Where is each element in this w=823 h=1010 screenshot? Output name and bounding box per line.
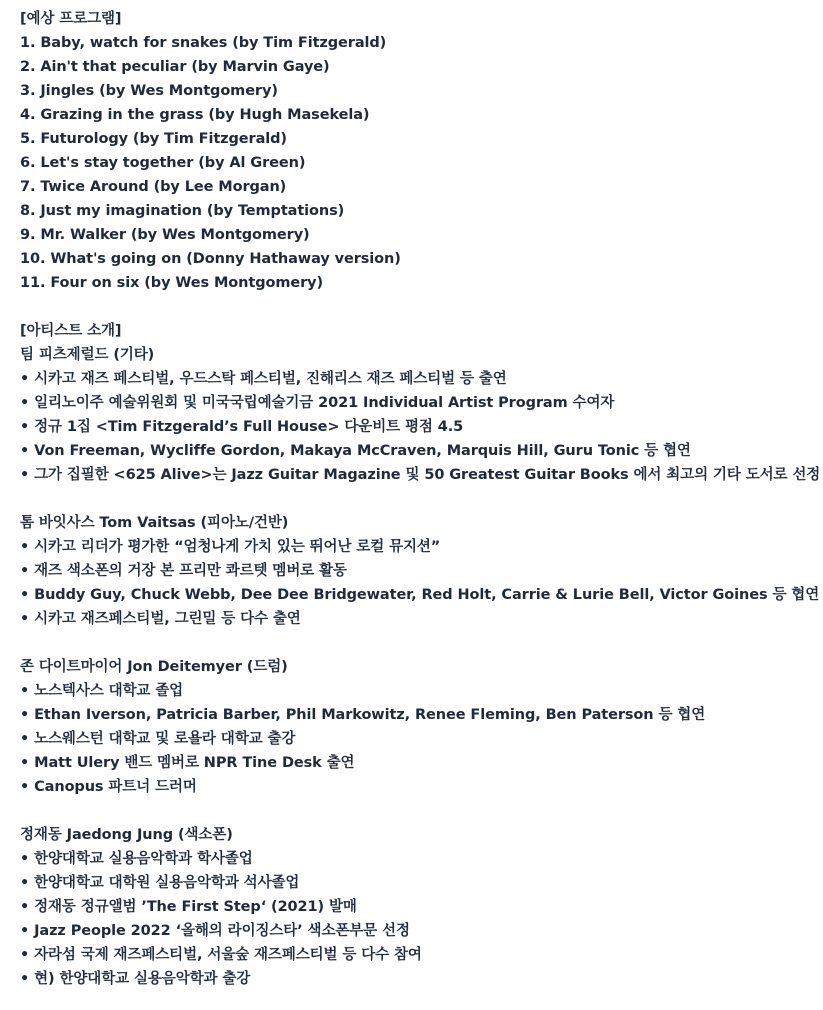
artist-block — [20, 343, 823, 487]
artist-bullet: • 노스웨스턴 대학교 및 로욜라 대학교 출강 — [20, 731, 296, 747]
program-item: 7. Twice Around (by Lee Morgan) — [20, 179, 287, 195]
artist-bullet: • 노스텍사스 대학교 졸업 — [20, 683, 184, 699]
program-item: 1. Baby, watch for snakes (by Tim Fitzgerald) — [20, 35, 387, 51]
program-item: 6. Let's stay together (by Al Green) — [20, 155, 306, 171]
program-item: 2. Ain't that peculiar (by Marvin Gaye) — [20, 59, 330, 75]
artist-name: 존 다이트마이어 Jon Deitemyer (드럼) — [20, 659, 288, 675]
artist-bullet: • 한양대학교 실용음악학과 학사졸업 — [20, 851, 253, 867]
artist-bullet: • 일리노이주 예술위원회 및 미국국립예술기금 2021 Individual Artist Program 수여자 — [20, 395, 615, 411]
program-item: 3. Jingles (by Wes Montgomery) — [20, 83, 278, 99]
program-heading: [예상 프로그램] — [20, 11, 122, 27]
artist-bullet: • Matt Ulery 밴드 멤버로 NPR Tine Desk 출연 — [20, 755, 355, 771]
program-item: 9. Mr. Walker (by Wes Montgomery) — [20, 227, 310, 243]
artist-bullet: • Jazz People 2022 ‘올해의 라이징스타’ 색소폰부문 선정 — [20, 923, 410, 939]
artist-bullet: • 시카고 재즈페스티벌, 그린밀 등 다수 출연 — [20, 611, 301, 627]
artist-bullet: • 재즈 색소폰의 거장 본 프리만 콰르텟 멤버로 활동 — [20, 563, 347, 579]
artist-block — [20, 511, 823, 631]
program-item: 5. Futurology (by Tim Fitzgerald) — [20, 131, 287, 147]
artists-section — [20, 319, 823, 991]
artist-bullet: • Ethan Iverson, Patricia Barber, Phil Markowitz, Renee Fleming, Ben Paterson 등 협연 — [20, 707, 706, 723]
artists-heading: [아티스트 소개] — [20, 323, 122, 339]
artist-name: 톰 바잇사스 Tom Vaitsas (피아노/건반) — [20, 515, 289, 531]
artist-bullet: • 그가 집필한 <625 Alive>는 Jazz Guitar Magazine 및 50 Greatest Guitar Books 에서 최고의 기타 도서로 선정 — [20, 467, 821, 483]
artist-bullet: • 현) 한양대학교 실용음악학과 출강 — [20, 971, 251, 987]
artist-bullet: • 자라섬 국제 재즈페스티벌, 서울숲 재즈페스티벌 등 다수 참여 — [20, 947, 422, 963]
program-item: 8. Just my imagination (by Temptations) — [20, 203, 345, 219]
artist-bullet: • 한양대학교 대학원 실용음악학과 석사졸업 — [20, 875, 300, 891]
artist-bullet: • Canopus 파트너 드러머 — [20, 779, 197, 795]
artist-name: 정재동 Jaedong Jung (색소폰) — [20, 827, 233, 843]
artist-bullet: • 정재동 정규앨범 ’The First Step‘ (2021) 발매 — [20, 899, 357, 915]
program-item: 11. Four on six (by Wes Montgomery) — [20, 275, 324, 291]
spacer — [20, 295, 823, 319]
artist-bullet: • 시카고 재즈 페스티벌, 우드스탁 페스티벌, 진해리스 재즈 페스티벌 등 출연 — [20, 371, 507, 387]
artist-name: 팀 피츠제럴드 (기타) — [20, 347, 155, 363]
artist-bullet: • Buddy Guy, Chuck Webb, Dee Dee Bridgewater, Red Holt, Carrie & Lurie Bell, Victor Goines 등 협연 — [20, 587, 820, 603]
artist-block — [20, 655, 823, 799]
artist-block — [20, 823, 823, 991]
artist-bullet: • 정규 1집 <Tim Fitzgerald’s Full House> 다운비트 평점 4.5 — [20, 419, 464, 435]
program-section — [20, 7, 823, 295]
program-item: 4. Grazing in the grass (by Hugh Masekela) — [20, 107, 370, 123]
program-item: 10. What's going on (Donny Hathaway version) — [20, 251, 401, 267]
artist-bullet: • Von Freeman, Wycliffe Gordon, Makaya McCraven, Marquis Hill, Guru Tonic 등 협연 — [20, 443, 691, 459]
artist-bullet: • 시카고 리더가 평가한 “엄청나게 가치 있는 뛰어난 로컬 뮤지션” — [20, 539, 441, 555]
